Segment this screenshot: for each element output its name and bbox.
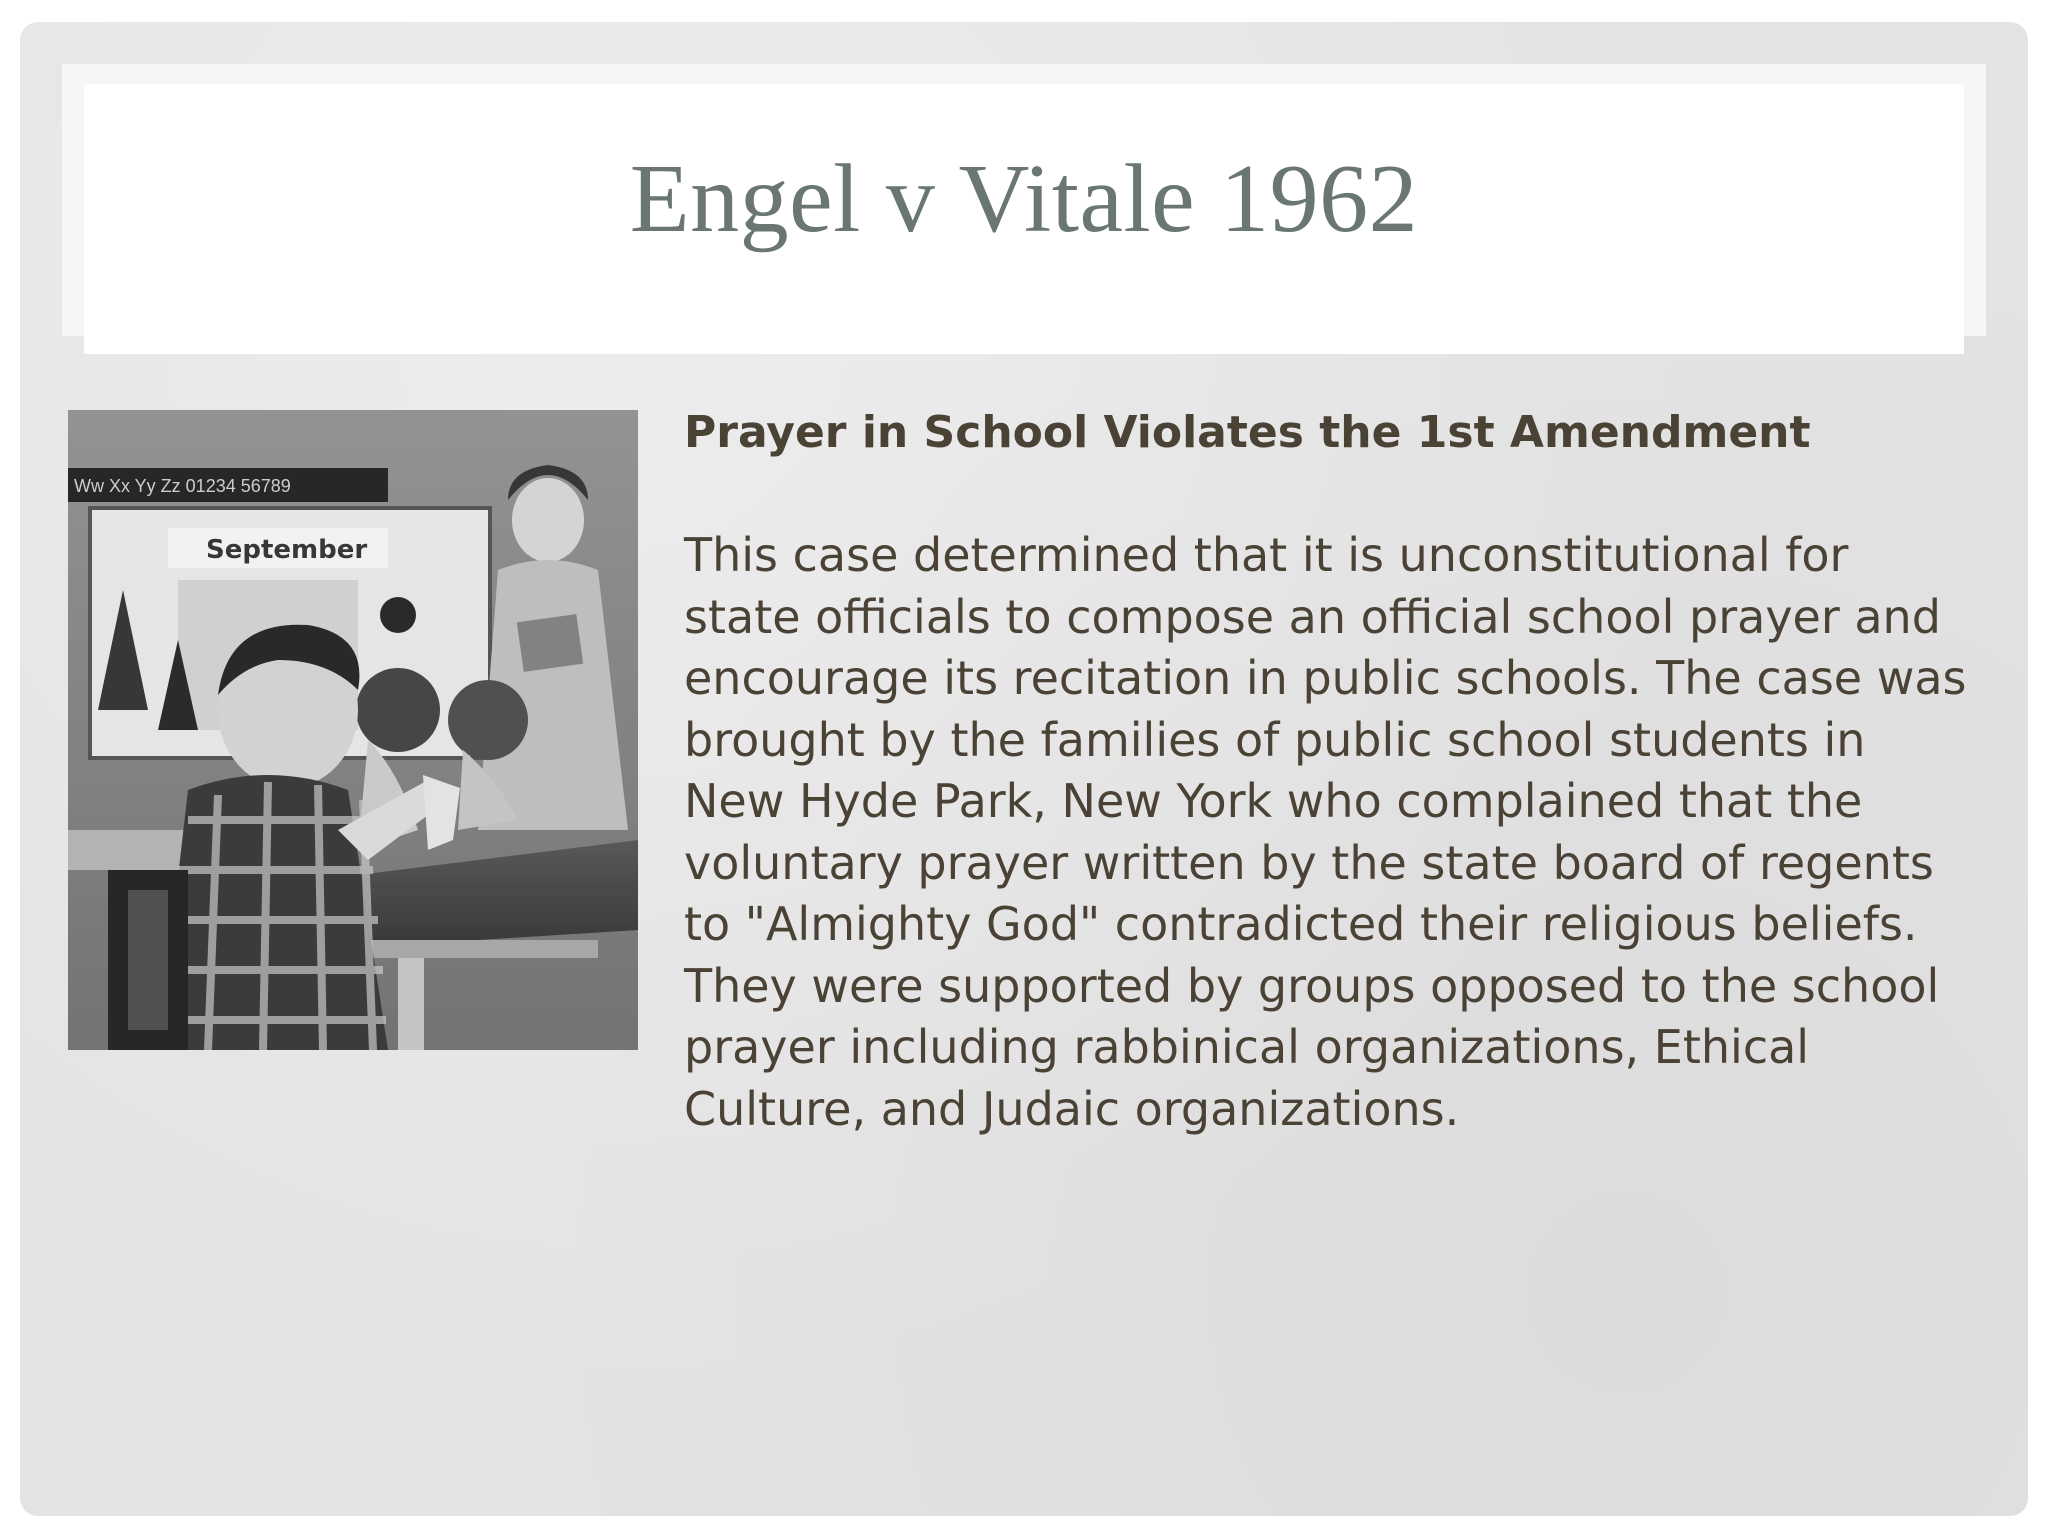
calendar-label: September [206,535,368,565]
photo-illustration [68,410,638,1050]
slide [20,22,2028,1516]
title-box [84,84,1964,354]
slide-subtitle: Prayer in School Violates the 1st Amendment [684,407,1811,458]
content-area [684,404,1984,1140]
slide-title: Engel v Vitale 1962 [629,145,1419,253]
alphabet-strip-text: Ww Xx Yy Zz 01234 56789 [74,476,291,496]
classroom-prayer-photo [68,410,638,1050]
slide-body-text: This case determined that it is unconstitutional for state officials to compose an official school prayer and encourage its recitation in public schools. The case was brought by the families of public school students in New Hyde Park, New York who complained that the voluntary prayer written by the state board of regents to "Almighty God" contradicted their religious beliefs. They were supported by groups opposed to the school prayer including rabbinical organizations, Ethical Culture, and Judaic organizations. [684,528,1967,1136]
